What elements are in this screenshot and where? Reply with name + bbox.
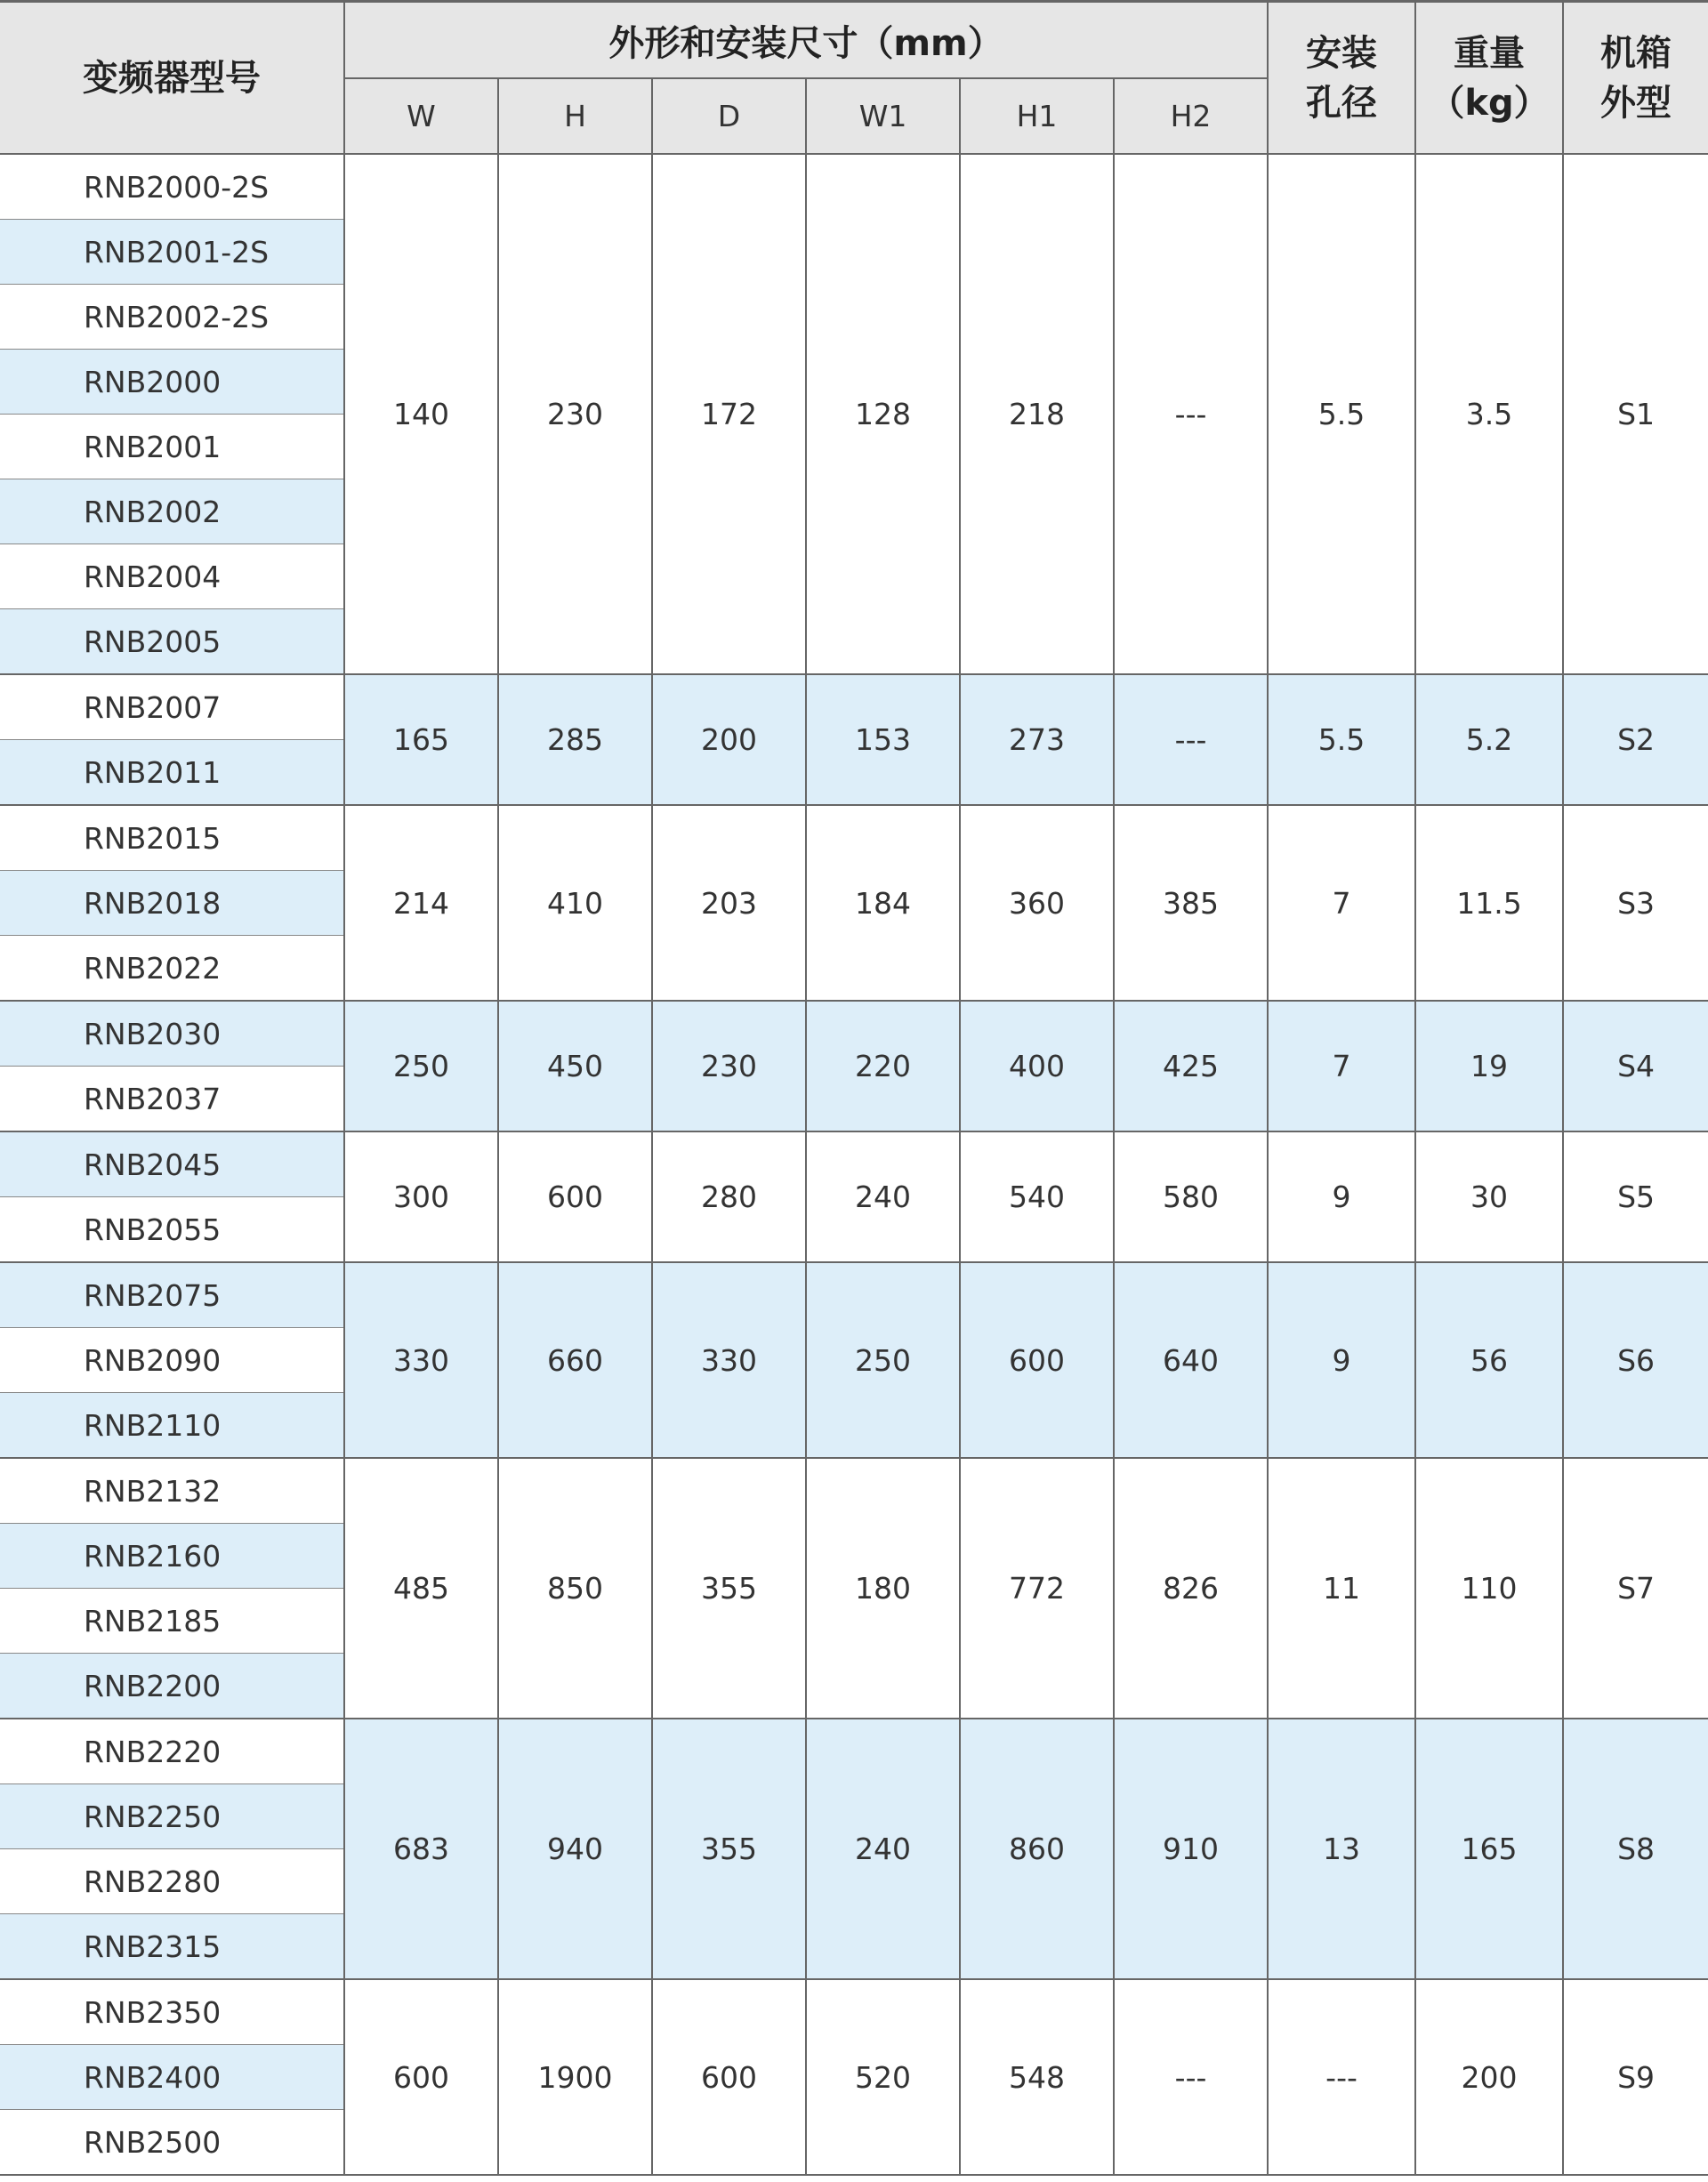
table-row: [0, 805, 1708, 871]
value-hole: 13: [1268, 1719, 1415, 1979]
table-row: [0, 1979, 1708, 2045]
value-w1: 240: [806, 1131, 960, 1262]
value-w: 214: [344, 805, 498, 1001]
model-cell: RNB2015: [0, 805, 344, 871]
value-d: 203: [652, 805, 806, 1001]
value-case: S9: [1563, 1979, 1708, 2175]
value-hole: 7: [1268, 805, 1415, 1001]
model-cell: RNB2000-2S: [0, 154, 344, 220]
model-cell: RNB2400: [0, 2045, 344, 2110]
value-w: 300: [344, 1131, 498, 1262]
value-w: 165: [344, 674, 498, 805]
value-h2: 425: [1114, 1001, 1268, 1131]
value-h2: ---: [1114, 674, 1268, 805]
value-weight: 110: [1415, 1458, 1563, 1719]
value-w: 600: [344, 1979, 498, 2175]
value-d: 230: [652, 1001, 806, 1131]
table-header: [0, 2, 1708, 155]
value-h1: 218: [960, 154, 1114, 674]
value-weight: 200: [1415, 1979, 1563, 2175]
model-cell: RNB2200: [0, 1654, 344, 1719]
model-group: [0, 1979, 1708, 2175]
model-cell: RNB2037: [0, 1067, 344, 1132]
value-case: S4: [1563, 1001, 1708, 1131]
value-d: 200: [652, 674, 806, 805]
value-h2: ---: [1114, 1979, 1268, 2175]
table-row: [0, 1001, 1708, 1067]
value-case: S6: [1563, 1262, 1708, 1458]
header-case: 机箱 外型: [1563, 2, 1708, 155]
value-case: S5: [1563, 1131, 1708, 1262]
value-w1: 220: [806, 1001, 960, 1131]
value-case: S7: [1563, 1458, 1708, 1719]
value-h2: 640: [1114, 1262, 1268, 1458]
value-h2: 826: [1114, 1458, 1268, 1719]
model-cell: RNB2002-2S: [0, 285, 344, 350]
value-case: S8: [1563, 1719, 1708, 1979]
model-group: [0, 1262, 1708, 1458]
value-d: 330: [652, 1262, 806, 1458]
header-model: 变频器型号: [0, 2, 344, 155]
value-hole: 5.5: [1268, 674, 1415, 805]
value-h: 1900: [498, 1979, 652, 2175]
model-group: [0, 1131, 1708, 1262]
model-cell: RNB2004: [0, 544, 344, 609]
header-hole: 安装 孔径: [1268, 2, 1415, 155]
model-cell: RNB2018: [0, 871, 344, 936]
header-dim-w: W: [344, 78, 498, 154]
value-w1: 250: [806, 1262, 960, 1458]
model-cell: RNB2001: [0, 415, 344, 479]
header-dim-h1: H1: [960, 78, 1114, 154]
value-h1: 400: [960, 1001, 1114, 1131]
value-case: S2: [1563, 674, 1708, 805]
value-h1: 600: [960, 1262, 1114, 1458]
value-weight: 5.2: [1415, 674, 1563, 805]
value-weight: 30: [1415, 1131, 1563, 1262]
value-w: 330: [344, 1262, 498, 1458]
model-cell: RNB2075: [0, 1262, 344, 1328]
model-cell: RNB2350: [0, 1979, 344, 2045]
value-weight: 56: [1415, 1262, 1563, 1458]
value-case: S3: [1563, 805, 1708, 1001]
value-h1: 540: [960, 1131, 1114, 1262]
value-hole: 5.5: [1268, 154, 1415, 674]
header-dim-w1: W1: [806, 78, 960, 154]
value-hole: ---: [1268, 1979, 1415, 2175]
value-hole: 11: [1268, 1458, 1415, 1719]
value-d: 600: [652, 1979, 806, 2175]
header-weight: 重量 （kg）: [1415, 2, 1563, 155]
value-h: 410: [498, 805, 652, 1001]
value-h1: 548: [960, 1979, 1114, 2175]
model-cell: RNB2315: [0, 1914, 344, 1980]
value-weight: 165: [1415, 1719, 1563, 1979]
model-group: [0, 1001, 1708, 1131]
value-h: 600: [498, 1131, 652, 1262]
value-weight: 19: [1415, 1001, 1563, 1131]
value-h: 940: [498, 1719, 652, 1979]
table-row: [0, 1458, 1708, 1524]
model-cell: RNB2030: [0, 1001, 344, 1067]
model-cell: RNB2110: [0, 1393, 344, 1459]
model-cell: RNB2011: [0, 740, 344, 806]
value-h: 850: [498, 1458, 652, 1719]
model-cell: RNB2132: [0, 1458, 344, 1524]
value-d: 172: [652, 154, 806, 674]
model-cell: RNB2185: [0, 1589, 344, 1654]
value-w1: 184: [806, 805, 960, 1001]
value-h1: 772: [960, 1458, 1114, 1719]
value-h2: 385: [1114, 805, 1268, 1001]
model-cell: RNB2055: [0, 1197, 344, 1263]
value-h2: 580: [1114, 1131, 1268, 1262]
value-h2: 910: [1114, 1719, 1268, 1979]
model-group: [0, 805, 1708, 1001]
value-h: 660: [498, 1262, 652, 1458]
model-cell: RNB2220: [0, 1719, 344, 1784]
value-weight: 3.5: [1415, 154, 1563, 674]
value-hole: 9: [1268, 1131, 1415, 1262]
value-h: 285: [498, 674, 652, 805]
value-w1: 128: [806, 154, 960, 674]
model-cell: RNB2280: [0, 1849, 344, 1914]
table-row: [0, 1719, 1708, 1784]
value-h: 450: [498, 1001, 652, 1131]
header-dim-h2: H2: [1114, 78, 1268, 154]
value-h2: ---: [1114, 154, 1268, 674]
model-cell: RNB2022: [0, 936, 344, 1002]
value-w1: 240: [806, 1719, 960, 1979]
value-h1: 273: [960, 674, 1114, 805]
value-w: 683: [344, 1719, 498, 1979]
model-cell: RNB2500: [0, 2110, 344, 2176]
value-w1: 180: [806, 1458, 960, 1719]
value-w1: 520: [806, 1979, 960, 2175]
value-hole: 9: [1268, 1262, 1415, 1458]
model-group: [0, 1458, 1708, 1719]
model-cell: RNB2090: [0, 1328, 344, 1393]
value-d: 355: [652, 1719, 806, 1979]
model-cell: RNB2001-2S: [0, 220, 344, 285]
value-h1: 860: [960, 1719, 1114, 1979]
value-h1: 360: [960, 805, 1114, 1001]
value-hole: 7: [1268, 1001, 1415, 1131]
table-row: [0, 154, 1708, 220]
model-cell: RNB2005: [0, 609, 344, 675]
model-cell: RNB2045: [0, 1131, 344, 1197]
model-cell: RNB2250: [0, 1784, 344, 1849]
header-dim-h: H: [498, 78, 652, 154]
value-h: 230: [498, 154, 652, 674]
table-row: [0, 1262, 1708, 1328]
model-group: [0, 674, 1708, 805]
value-w: 485: [344, 1458, 498, 1719]
model-cell: RNB2160: [0, 1524, 344, 1589]
value-d: 280: [652, 1131, 806, 1262]
value-w: 250: [344, 1001, 498, 1131]
table-row: [0, 1131, 1708, 1197]
value-weight: 11.5: [1415, 805, 1563, 1001]
table-row: [0, 674, 1708, 740]
model-cell: RNB2007: [0, 674, 344, 740]
model-group: [0, 154, 1708, 674]
model-group: [0, 1719, 1708, 1979]
model-cell: RNB2000: [0, 350, 344, 415]
value-d: 355: [652, 1458, 806, 1719]
value-case: S1: [1563, 154, 1708, 674]
value-w1: 153: [806, 674, 960, 805]
header-dimension-group: 外形和安装尺寸（mm）: [344, 2, 1268, 79]
model-cell: RNB2002: [0, 479, 344, 544]
header-dim-d: D: [652, 78, 806, 154]
value-w: 140: [344, 154, 498, 674]
